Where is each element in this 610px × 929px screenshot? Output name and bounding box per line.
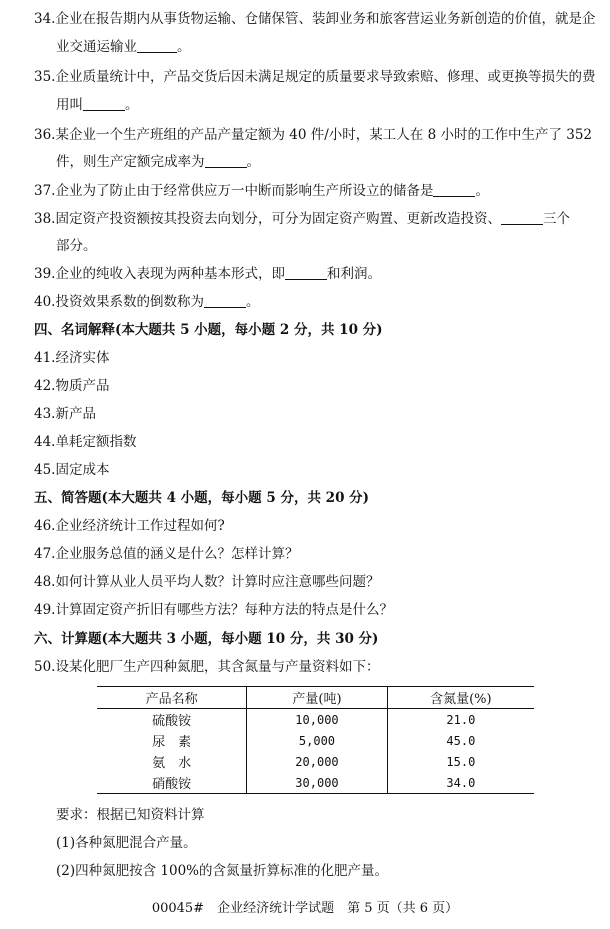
section5-title: 五、简答题(本大题共 4 小题，每小题 5 分，共 20 分) xyxy=(34,490,370,506)
q45: 45.固定成本 xyxy=(34,462,110,478)
q50-sub2: (2)四种氮肥按含 100%的含氮量折算标准的化肥产量。 xyxy=(56,863,389,879)
q46: 46.企业经济统计工作过程如何? xyxy=(34,518,225,534)
q35-line1: 35.企业质量统计中，产品交货后因未满足规定的质量要求导致索赔、修理、或更换等损失的费 xyxy=(34,69,596,85)
q35-line2: 用叫 。 xyxy=(56,97,139,113)
cell-product: 尿 素 xyxy=(152,735,192,750)
table-row xyxy=(97,751,534,772)
q36-line2: 件，则生产定额完成率为 。 xyxy=(56,154,260,170)
cell-nitrogen: 45.0 xyxy=(446,733,476,748)
q44: 44.单耗定额指数 xyxy=(34,434,137,450)
section6-title: 六、计算题(本大题共 3 小题，每小题 10 分，共 30 分) xyxy=(34,631,379,647)
q38-line2: 部分。 xyxy=(56,238,97,254)
q37-answer-blank[interactable] xyxy=(433,182,475,197)
cell-product: 氨 水 xyxy=(152,756,192,771)
cell-output: 10,000 xyxy=(247,709,387,731)
q36-line1: 36.某企业一个生产班组的产品产量定额为 40 件/小时，某工人在 8 小时的工作中生产了 352 xyxy=(34,127,593,143)
cell-output: 30,000 xyxy=(247,772,387,794)
header-product-name: 产品名称 xyxy=(145,692,198,707)
q38-line1: 38.固定资产投资额按其投资去向划分，可分为固定资产购置、更新改造投资、 三个 xyxy=(34,211,570,227)
q50-sub1: (1)各种氮肥混合产量。 xyxy=(56,835,197,851)
q50-requirement: 要求：根据已知资料计算 xyxy=(56,807,205,823)
q40-answer-blank[interactable] xyxy=(204,293,246,308)
cell-nitrogen: 34.0 xyxy=(446,775,476,790)
q41: 41.经济实体 xyxy=(34,350,110,366)
cell-product: 硝酸铵 xyxy=(152,777,192,792)
table-row xyxy=(97,709,534,731)
q36-answer-blank[interactable] xyxy=(205,153,247,168)
header-output: 产量(吨) xyxy=(247,687,387,709)
table-row xyxy=(97,772,534,794)
q38-answer-blank[interactable] xyxy=(501,210,543,225)
q48: 48.如何计算从业人员平均人数？计算时应注意哪些问题？ xyxy=(34,574,380,590)
fertilizer-table xyxy=(97,686,534,794)
cell-output: 20,000 xyxy=(247,751,387,772)
q34-line1: 34.企业在报告期内从事货物运输、仓储保管、装卸业务和旅客营运业务新创造的价值，就是企 xyxy=(34,11,596,27)
q40-line: 40.投资效果系数的倒数称为 。 xyxy=(34,294,260,310)
header-nitrogen-content: 含氮量(%) xyxy=(430,692,492,707)
q34-answer-blank[interactable] xyxy=(137,38,177,53)
q50-intro: 50.设某化肥厂生产四种氮肥，其含氮量与产量资料如下： xyxy=(34,659,380,675)
cell-output: 5,000 xyxy=(247,730,387,751)
q39-line: 39.企业的纯收入表现为两种基本形式，即 和利润。 xyxy=(34,266,381,282)
q43: 43.新产品 xyxy=(34,406,96,422)
q39-answer-blank[interactable] xyxy=(285,265,327,280)
section4-title: 四、名词解释(本大题共 5 小题，每小题 2 分，共 10 分) xyxy=(34,322,383,338)
cell-nitrogen: 21.0 xyxy=(446,712,476,727)
table-header-row xyxy=(97,687,534,709)
page-footer: 00045# 企业经济统计学试题 第 5 页（共 6 页） xyxy=(151,901,459,916)
q42: 42.物质产品 xyxy=(34,378,110,394)
q37-line: 37.企业为了防止由于经常供应万一中断而影响生产所设立的储备是 。 xyxy=(34,183,489,199)
q34-line2: 业交通运输业 。 xyxy=(56,39,191,55)
cell-nitrogen: 15.0 xyxy=(446,754,476,769)
cell-product: 硫酸铵 xyxy=(152,714,192,729)
q47: 47.企业服务总值的涵义是什么？怎样计算？ xyxy=(34,546,299,562)
q49: 49.计算固定资产折旧有哪些方法？每种方法的特点是什么？ xyxy=(34,602,393,618)
table-row xyxy=(97,730,534,751)
q35-answer-blank[interactable] xyxy=(83,96,125,111)
